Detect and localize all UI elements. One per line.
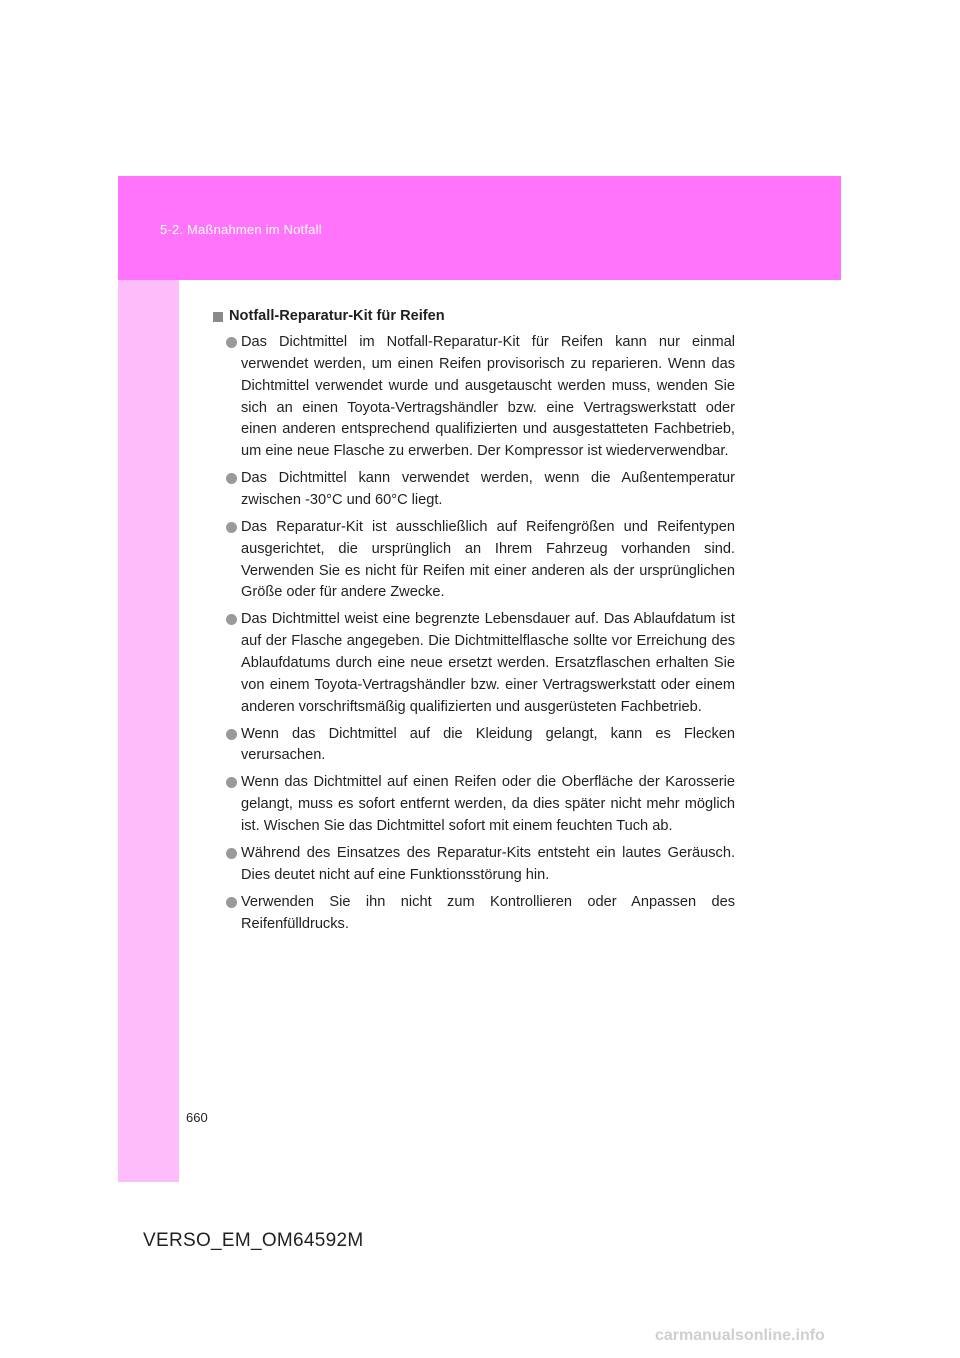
list-item-text: Das Dichtmittel weist eine begrenzte Lebensdauer auf. Das Ablaufdatum ist auf der Flasche angegeben. Die Dichtmittelflasche sollte vor Erreichung des Ablaufdatums durch eine neue ersetzt werden. Ersatzflaschen erhalten Sie von einem Toyota-Vertragshändler bzw. einer Vertragswerkstatt oder einem anderen vorschriftsmäßig qualifizierten und ausgerüsteten Fachbetrieb. <box>241 611 735 715</box>
list-item-text: Das Dichtmittel kann verwendet werden, wenn die Außentemperatur zwischen -30°C und 60°C liegt. <box>241 470 735 509</box>
list-item-text: Während des Einsatzes des Reparatur-Kits entsteht ein lautes Geräusch. Dies deutet nicht auf eine Funktionsstörung hin. <box>241 844 735 883</box>
list-item <box>213 892 735 936</box>
list-item-text: Verwenden Sie ihn nicht zum Kontrollieren oder Anpassen des Reifenfülldrucks. <box>241 893 735 932</box>
circle-bullet-icon <box>226 337 237 348</box>
list-item <box>213 843 735 887</box>
circle-bullet-icon <box>226 777 237 788</box>
list-item-text: Das Dichtmittel im Notfall-Reparatur-Kit für Reifen kann nur einmal verwendet werden, um einen Reifen provisorisch zu reparieren. Wenn das Dichtmittel verwendet wurde und ausgetauscht werden muss, wenden Sie sich an einen Toyota-Vertragshändler bzw. eine Vertragswerkstatt oder einen anderen entsprechend qualifizierten und ausgestatteten Fachbetrieb, um eine neue Flasche zu erwerben. Der Kompressor ist wiederverwendbar. <box>241 334 735 460</box>
section-heading <box>213 306 735 328</box>
circle-bullet-icon <box>226 848 237 859</box>
square-bullet-icon <box>213 312 223 322</box>
circle-bullet-icon <box>226 729 237 740</box>
section-title: 5-2. Maßnahmen im Notfall <box>160 222 322 237</box>
list-item <box>213 609 735 718</box>
list-item <box>213 772 735 837</box>
circle-bullet-icon <box>226 522 237 533</box>
circle-bullet-icon <box>226 473 237 484</box>
left-margin-strip <box>118 176 179 1182</box>
list-item <box>213 332 735 463</box>
list-item-text: Wenn das Dichtmittel auf einen Reifen oder die Oberfläche der Karosserie gelangt, muss es sofort entfernt werden, da dies später nicht mehr möglich ist. Wischen Sie das Dichtmittel sofort mit einem feuchten Tuch ab. <box>241 774 735 834</box>
circle-bullet-icon <box>226 614 237 625</box>
list-item-text: Wenn das Dichtmittel auf die Kleidung gelangt, kann es Flecken verursachen. <box>241 725 735 764</box>
watermark-text: carmanualsonline.info <box>655 1327 825 1344</box>
list-item <box>213 517 735 604</box>
page-number: 660 <box>186 1110 208 1125</box>
list-item <box>213 468 735 512</box>
section-heading-text: Notfall-Reparatur-Kit für Reifen <box>229 308 445 324</box>
circle-bullet-icon <box>226 897 237 908</box>
list-item <box>213 724 735 768</box>
document-code: VERSO_EM_OM64592M <box>143 1230 364 1251</box>
page-content <box>213 306 735 941</box>
list-item-text: Das Reparatur-Kit ist ausschließlich auf Reifengrößen und Reifentypen ausgerichtet, die ursprünglich an Ihrem Fahrzeug vorhanden sind. Verwenden Sie es nicht für Reifen mit einer anderen als der ursprünglichen Größe oder für andere Zwecke. <box>241 519 735 601</box>
